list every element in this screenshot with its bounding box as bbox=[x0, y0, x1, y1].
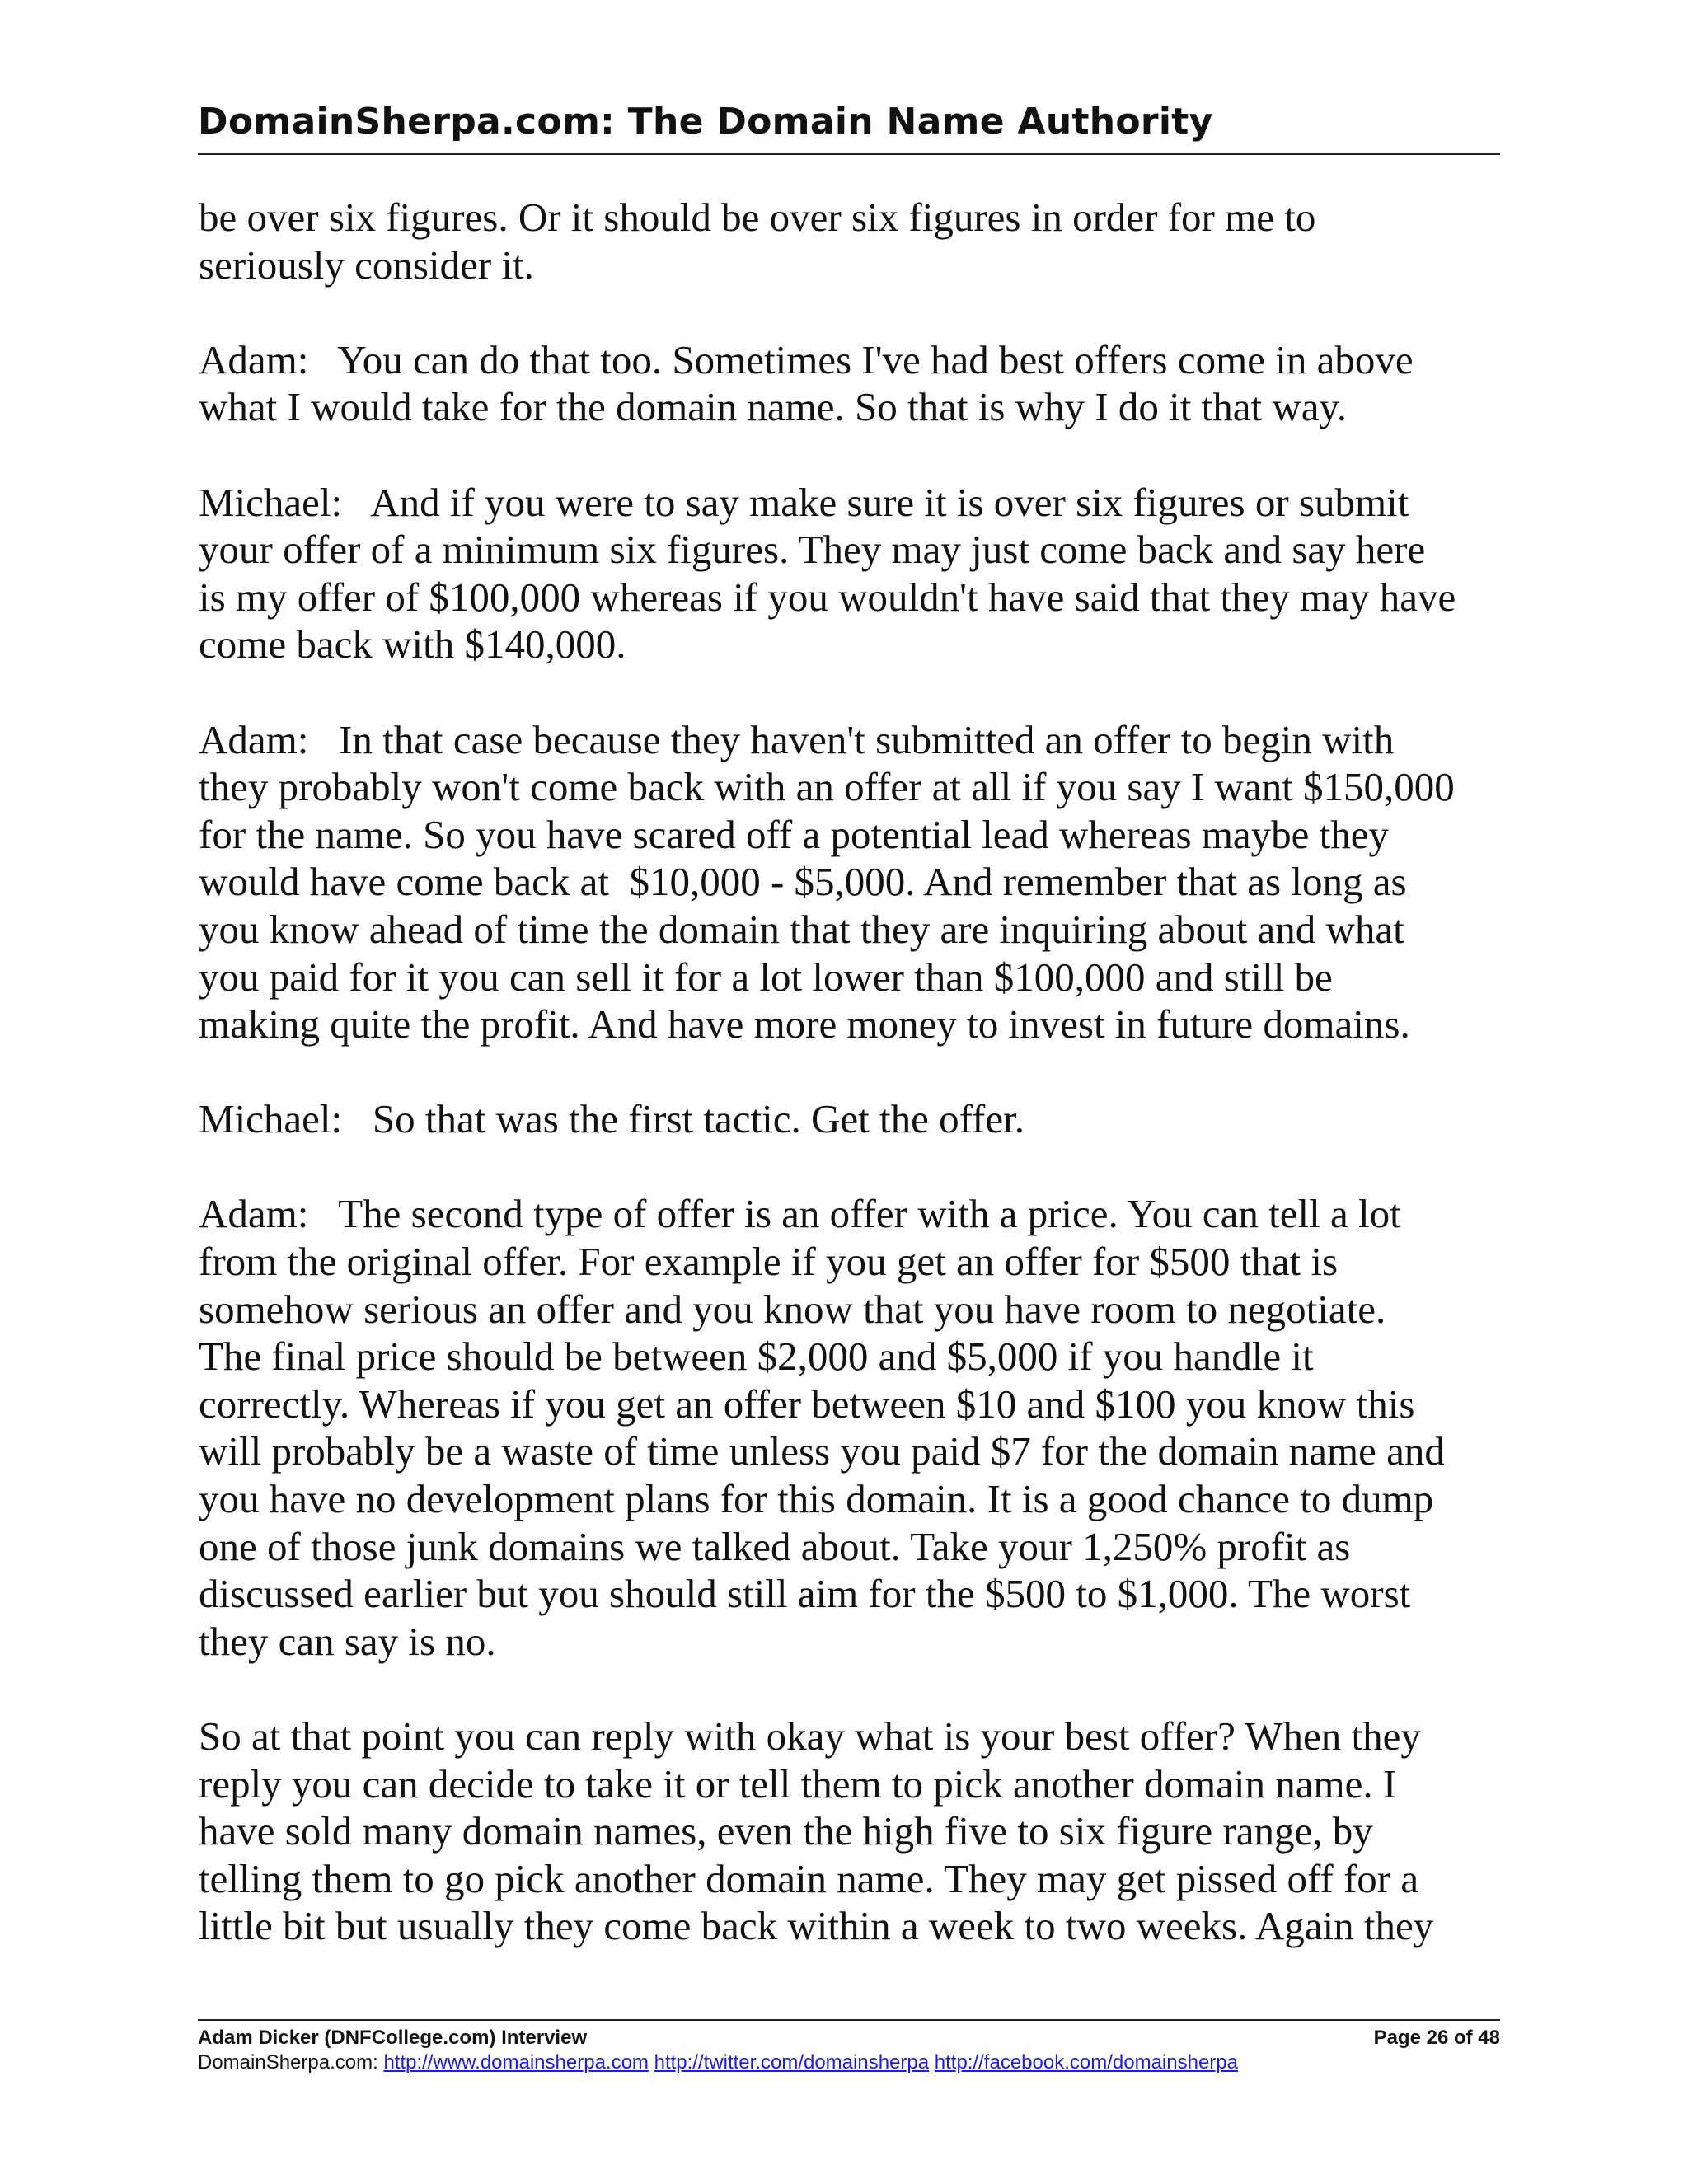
text-line: be over six figures. Or it should be over six figures in order for me to bbox=[199, 194, 1316, 240]
text-line: they can say is no. bbox=[199, 1618, 496, 1664]
text-line: little bit but usually they come back within a week to two weeks. Again they bbox=[199, 1903, 1434, 1949]
text-line: telling them to go pick another domain name. They may get pissed off for a bbox=[199, 1855, 1419, 1901]
page-header bbox=[198, 97, 1500, 155]
text-line: So at that point you can reply with okay what is your best offer? When they bbox=[199, 1713, 1421, 1759]
interview-title: Adam Dicker (DNFCollege.com) Interview bbox=[198, 2027, 588, 2049]
text-line: Adam: In that case because they haven't submitted an offer to begin with bbox=[199, 716, 1395, 762]
text-line: they probably won't come back with an offer at all if you say I want $150,000 bbox=[199, 764, 1455, 810]
text-line: will probably be a waste of time unless you paid $7 for the domain name and bbox=[199, 1428, 1445, 1474]
text-line: discussed earlier but you should still aim for the $500 to $1,000. The worst bbox=[199, 1571, 1411, 1617]
twitter-link[interactable]: http://twitter.com/domainsherpa bbox=[654, 2051, 930, 2074]
paragraph bbox=[199, 336, 1509, 431]
text-line: The final price should be between $2,000 and $5,000 if you handle it bbox=[199, 1333, 1314, 1380]
text-line: is my offer of $100,000 whereas if you wouldn't have said that they may have bbox=[199, 574, 1456, 620]
text-line: correctly. Whereas if you get an offer between $10 and $100 you know this bbox=[199, 1380, 1415, 1427]
text-line: making quite the profit. And have more money to invest in future domains. bbox=[199, 1001, 1410, 1047]
text-line: come back with $140,000. bbox=[199, 621, 626, 668]
paragraph bbox=[199, 1713, 1509, 1950]
footer-links-row bbox=[198, 2050, 1500, 2075]
site-label: DomainSherpa.com: bbox=[198, 2051, 384, 2074]
text-line: for the name. So you have scared off a potential lead whereas maybe they bbox=[199, 811, 1390, 857]
header-title: DomainSherpa.com: The Domain Name Authority bbox=[198, 101, 1213, 143]
page-number: Page 26 of 48 bbox=[1373, 2027, 1500, 2049]
text-line: your offer of a minimum six figures. They may just come back and say here bbox=[199, 527, 1426, 573]
text-line: you paid for it you can sell it for a lot lower than $100,000 and still be bbox=[199, 954, 1333, 1000]
text-line: Michael: And if you were to say make sure it is over six figures or submit bbox=[199, 479, 1409, 525]
page-footer bbox=[198, 2019, 1500, 2075]
text-line: one of those junk domains we talked about. Take your 1,250% profit as bbox=[199, 1523, 1351, 1569]
text-line: reply you can decide to take it or tell them to pick another domain name. I bbox=[199, 1760, 1397, 1807]
text-line: Adam: You can do that too. Sometimes I've had best offers come in above bbox=[199, 336, 1414, 382]
text-line: somehow serious an offer and you know that you have room to negotiate. bbox=[199, 1286, 1386, 1332]
text-line: from the original offer. For example if you get an offer for $500 that is bbox=[199, 1239, 1339, 1285]
text-line: Adam: The second type of offer is an offer with a price. You can tell a lot bbox=[199, 1191, 1401, 1237]
website-link[interactable]: http://www.domainsherpa.com bbox=[383, 2051, 649, 2074]
facebook-link[interactable]: http://facebook.com/domainsherpa bbox=[934, 2051, 1238, 2074]
text-line: would have come back at $10,000 - $5,000. And remember that as long as bbox=[199, 859, 1407, 905]
footer-info-row bbox=[198, 2026, 1500, 2050]
transcript-body bbox=[199, 194, 1509, 1998]
text-line: what I would take for the domain name. So that is why I do it that way. bbox=[199, 384, 1348, 430]
paragraph bbox=[199, 716, 1509, 1048]
text-line: Michael: So that was the first tactic. Get the offer. bbox=[199, 1096, 1025, 1142]
paragraph bbox=[199, 194, 1509, 288]
text-line: have sold many domain names, even the high five to six figure range, by bbox=[199, 1808, 1373, 1854]
text-line: you have no development plans for this domain. It is a good chance to dump bbox=[199, 1476, 1434, 1522]
paragraph bbox=[199, 479, 1509, 668]
text-line: you know ahead of time the domain that they are inquiring about and what bbox=[199, 906, 1404, 952]
paragraph bbox=[199, 1095, 1509, 1143]
paragraph bbox=[199, 1190, 1509, 1665]
text-line: seriously consider it. bbox=[199, 241, 534, 288]
